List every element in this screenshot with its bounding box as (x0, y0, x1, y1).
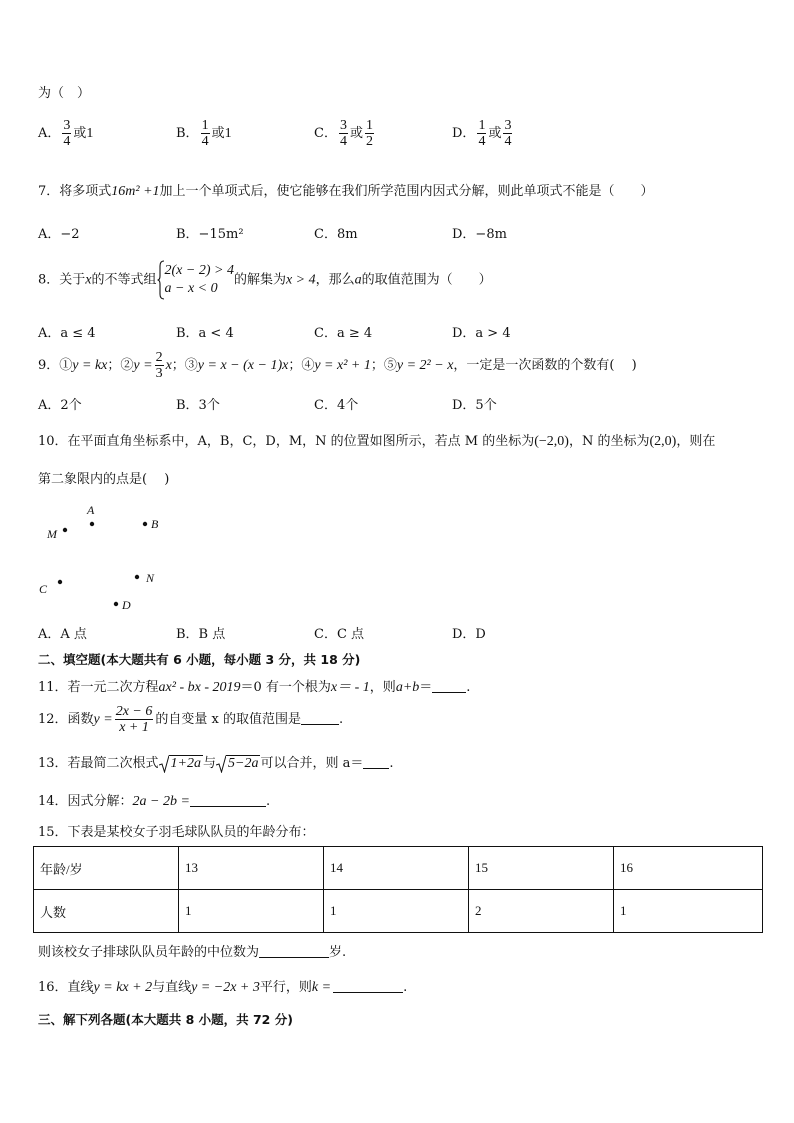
q10-option-b: B．B 点 (176, 627, 226, 642)
age-table (33, 846, 763, 933)
table-cell: 1 (324, 890, 469, 933)
question-12: 12．函数y = $\frac{2x - 6}{x + 1}$ 的自变量 x 的取值范围是 . (38, 704, 344, 735)
q9-option-d: D．5个 (452, 398, 497, 413)
table-row (34, 847, 763, 890)
point-b-label: B (151, 517, 159, 531)
section-3-heading: 三、解下列各题(本大题共 8 小题，共 72 分) (38, 1012, 293, 1027)
q11-answer-blank[interactable] (432, 692, 466, 693)
point-c (58, 580, 62, 584)
table-cell: 14 (324, 847, 469, 890)
question-9: 9．①y = kx；②y = $\frac{2}{3}$ x；③y = x − (x − 1)x；④y = x² + 1；⑤y = 2² − x，一定是一次函数的个数有( ) (38, 350, 637, 381)
q8-option-a: A．a ≤ 4 (38, 326, 96, 341)
q10-option-a: A．A 点 (38, 627, 87, 642)
inequality-system: 2(x − 2) > 4 a − x < 0 (157, 260, 234, 300)
q8-option-c: C．a ≥ 4 (314, 326, 373, 341)
question-13: 13．若最简二次根式 1+2a 与 5−2a 可以合并，则 a＝ . (38, 755, 394, 771)
point-d-label: D (122, 598, 131, 612)
point-n (135, 575, 139, 579)
table-cell: 1 (614, 890, 763, 933)
q6-option-d: D． $\frac{1}{4}$ 或 $\frac{3}{4}$ (452, 118, 512, 149)
table-row (34, 890, 763, 933)
question-15-after: 则该校女子排球队队员年龄的中位数为 岁. (38, 945, 347, 960)
point-d (114, 602, 118, 606)
q6-option-c: C． $\frac{3}{4}$ 或 $\frac{1}{2}$ (314, 118, 373, 149)
question-10-line-1: 10．在平面直角坐标系中，A，B，C，D，M，N 的位置如图所示，若点 M 的坐标为(−2,0)，N 的坐标为(2,0)，则在 (38, 434, 716, 449)
q15-answer-blank[interactable] (259, 957, 329, 958)
radical-icon (216, 755, 226, 773)
question-15-stem: 15．下表是某校女子羽毛球队队员的年龄分布： (38, 825, 315, 840)
point-n-label: N (146, 571, 155, 585)
q7-option-b: B．−15m² (176, 227, 244, 242)
q9-option-a: A．2个 (38, 398, 82, 413)
point-c-label: C (39, 582, 48, 596)
q13-answer-blank[interactable] (363, 768, 389, 769)
table-cell: 1 (179, 890, 324, 933)
table-cell: 16 (614, 847, 763, 890)
table-cell: 2 (469, 890, 614, 933)
table-cell: 人数 (34, 890, 179, 933)
q10-option-d: D．D (452, 627, 486, 642)
point-m (63, 528, 67, 532)
point-a (90, 522, 94, 526)
table-cell: 年龄/岁 (34, 847, 179, 890)
q10-option-c: C．C 点 (314, 627, 365, 642)
point-b (143, 522, 147, 526)
q16-answer-blank[interactable] (333, 992, 403, 993)
q9-option-c: C．4个 (314, 398, 359, 413)
q14-answer-blank[interactable] (190, 806, 266, 807)
section-2-heading: 二、填空题(本大题共有 6 小题，每小题 3 分，共 18 分) (38, 652, 361, 667)
q7-option-c: C．8m (314, 227, 358, 242)
q8-option-d: D．a > 4 (452, 326, 511, 341)
q7-option-a: A．−2 (38, 227, 80, 242)
question-8: 8．关于x的不等式组 2(x − 2) > 4 a − x < 0 的解集为x > 4，那么a的取值范围为（ ） (38, 260, 492, 300)
question-7: 7．将多项式16m² +1加上一个单项式后，使它能够在我们所学范围内因式分解，则此单项式不能是（ ） (38, 184, 654, 199)
table-cell: 13 (179, 847, 324, 890)
point-a-label: A (87, 503, 95, 517)
q8-option-b: B．a < 4 (176, 326, 234, 341)
table-cell: 15 (469, 847, 614, 890)
point-figure (36, 500, 196, 620)
q6-stem-end: 为（ ） (38, 86, 91, 101)
sqrt-1: 1+2a (159, 755, 203, 773)
q6-option-b: B． $\frac{1}{4}$ 或1 (176, 118, 232, 149)
left-brace-icon (157, 260, 165, 300)
q12-answer-blank[interactable] (301, 724, 339, 725)
q6-option-a: A． $\frac{3}{4}$ 或1 (38, 118, 94, 149)
question-16: 16．直线y = kx + 2与直线y = −2x + 3平行，则k = . (38, 980, 408, 995)
point-m-label: M (47, 527, 57, 541)
question-14: 14．因式分解：2a − 2b = . (38, 794, 271, 809)
q9-option-b: B．3个 (176, 398, 220, 413)
radical-icon (159, 755, 169, 773)
question-11: 11．若一元二次方程ax² - bx - 2019＝0 有一个根为x＝ - 1，则a+b＝ . (38, 680, 471, 695)
q7-option-d: D．−8m (452, 227, 507, 242)
question-10-line-2: 第二象限内的点是( ) (38, 472, 170, 487)
sqrt-2: 5−2a (216, 755, 260, 773)
